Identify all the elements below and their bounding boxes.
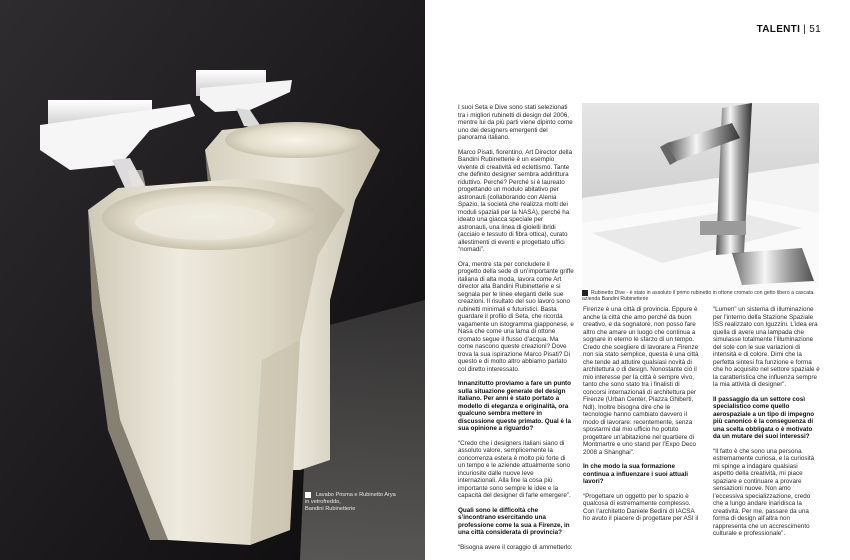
page-number: 51: [809, 24, 821, 35]
paragraph: Marco Pisati, fiorentino, Art Director della Bandini Rubinetterie è un esempio vivente di creatività ed eclettismo. Tante che definito designer sembra addirittura riduttivo. Perché? Perché si è laureato progettando un modulo abitativo per astronauti (collaborando con Alenia Spazio, la società che realizza molti dei moduli spaziali per la NASA), perché ha ideato una giacca speciale per astronauti, una linea di gioielli ibridi (acciaio e tessuto di fibra ottica), curato allestimenti di eventi e progettato uffici “nomadi”.: [458, 148, 573, 253]
photo-caption-left: [305, 492, 415, 513]
paragraph: “Il fatto è che sono una persona estremamente curiosa, e la curiosità mi spinge a indagare qualsiasi aspetto della creatività, mi piace spaziare e continuare a provare sensazioni nuove. Non amo l’eccessiva specializzazione, credo che a lungo andare inaridisca la creatività. Per me, passare da una forma di design all’altra non rappresenta che un accrescimento culturale e professionale”.: [713, 447, 815, 537]
caption-line: Bandini Rubinetterie: [305, 506, 356, 512]
text-column-1: [458, 104, 574, 558]
faucet-illustration: [582, 103, 819, 288]
text-column-3: [713, 306, 820, 545]
paragraph: I suoi Seta e Dive sono stati selezionati tra i migliori rubinetti di design del 2006, mentre lui da più parti viene dipinto come uno dei designers emergenti del panorama italiano.: [458, 104, 573, 141]
paragraph: “Progettare un oggetto per lo spazio è qualcosa di estremamente complesso. Con l’architetto Daniele Bedini di IACSA ho avuto il piacere di progettare per ASI il: [583, 492, 699, 522]
paragraph: “Bisogna avere il coraggio di ammetterlo:: [458, 543, 573, 551]
caption-marker-icon: [305, 492, 311, 498]
interview-question: Quali sono le difficoltà che s’incontrano esercitando una professione come la sua a Firenze, in una città considerata di provincia?: [458, 506, 570, 536]
right-page: [425, 0, 850, 560]
interview-question: Il passaggio da un settore così specialistico come quello aerospaziale a un tipo di impegno più canonico è la conseguenza di una scelta obbligata o è motivato da un mutare dei suoi interessi?: [713, 395, 815, 440]
paragraph: “Credo che i designers italiani siano di assoluto valore, semplicemente la concorrenza estera è molto più forte di un tempo e le aziende attualmente sono incuriosite dalle nuove leve internazionali. Alla fine la cosa più importante sono sempre le idee e la capacità del designer di farle emergere”.: [458, 439, 571, 499]
paragraph: Firenze è una città di provincia. Eppure è anche la città che amo perché da buon creativo, e da sognatore, non posso fare altro che amare un luogo che continua a sognare in eterno le sfarzo di un tempo. Credo che scegliere di lavorare a Firenze non sia stato semplice, questa è una città che tende ad attutire qualsiasi novità di architettura o di design. Nonostante ciò il mio interesse per la città è sempre vivo, tanto che sono stato tra i finalisti di concorsi internazionali di architettura per Firenze (Urban Center, Piazza Ghiberti, Ndl). Inoltre bisogna dire che le tecnologie hanno cambiato davvero il modo di lavorare: recentemente, senza spostarmi dal mio ufficio ho potuto progettare un’abitazione nel quartiere di Montmartre e uno stand per l’Expo Deco 2008 a Shanghai”.: [583, 306, 699, 456]
caption-text: Rubinetto Dive - è stato in assoluto il primo rubinetto in ottone cromato con getto libero a cascata. azienda Bandini Rubinetterie: [582, 290, 815, 303]
section-title: TALENTI: [756, 24, 801, 35]
paragraph: “Lumen” un sistema di illuminazione per l’interno della Stazione Spaziale ISS realizzato con Iguzzini. L’idea era quella di avere una lampada che simulasse totalmente l’illuminazione del sole con le sue variazioni di intensità e di colore. Dimi che la perfetta sintesi fra funzione e forma che ho acquisito nel settore spaziale è la caratteristica che influenza sempre la mia attività di designer”.: [713, 306, 820, 388]
caption-line: Lavabo Prisma e Rubinetto Arya: [315, 492, 396, 498]
product-photo-dive: [582, 103, 819, 288]
interview-question: Innanzitutto proviamo a fare un punto sulla situazione generale del design italiano. Per anni è stato portato a modello di eleganza e originalità, ora qualcuno sembra mettere in discussione queste primato. Qual è la sua opinione a riguardo?: [458, 380, 572, 432]
interview-question: In che modo la sua formazione continua a influenzare i suoi attuali lavori?: [583, 463, 688, 485]
text-column-2: [583, 306, 699, 530]
running-header: TALENTI | 51: [756, 24, 821, 35]
caption-marker-icon: [582, 290, 588, 296]
paragraph: Ora, mentre sta per concludere il progetto della sede di un’importante griffe italiana di alta moda, lavora come Art director alla Bandini Rubinetterie e si segnala per le linee eleganti delle sue creazioni. Il risultato del suo lavoro sono rubinetti minimali e futuristici. Basta guardare il profilo di Seta, che ricorda vagamente un istogramma giapponese, e Nasa che come una lama di ottone cromato segue il flusso d’acqua. Ma come nascono queste creazioni? Dove trova la sua ispirazione Marco Pisati? Di questo e di molto altro abbiamo parlato col diretto interessato.: [458, 260, 574, 373]
photo-caption-right: [582, 290, 819, 303]
caption-line: in vetrofreddo,: [305, 499, 341, 505]
